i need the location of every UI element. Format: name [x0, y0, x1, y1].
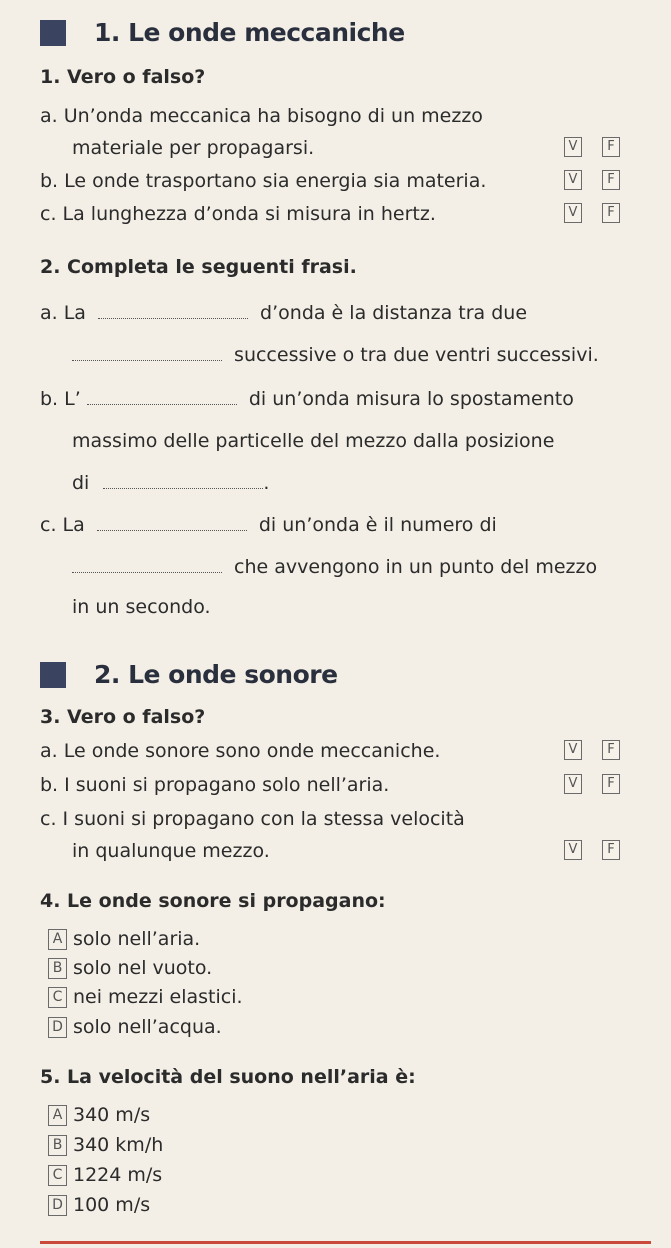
fill-text: a. La — [40, 302, 86, 324]
fill-text: d’onda è la distanza tra due — [260, 302, 528, 324]
option-d[interactable] — [48, 1194, 150, 1216]
fill-line — [72, 344, 599, 366]
fill-line — [40, 388, 574, 410]
fill-blank[interactable] — [72, 558, 222, 573]
fill-text: b. L’ — [40, 388, 81, 410]
item-line: b. Le onde trasportano sia energia sia materia. — [40, 170, 487, 192]
option-text: 100 m/s — [73, 1194, 151, 1216]
fill-blank[interactable] — [103, 474, 263, 489]
fill-line: massimo delle particelle del mezzo dalla posizione — [72, 430, 555, 452]
option-letter: D — [48, 1017, 67, 1038]
item-line: a. Un’onda meccanica ha bisogno di un mezzo — [40, 105, 483, 127]
fill-blank[interactable] — [72, 346, 222, 361]
fill-line — [72, 556, 597, 578]
item-line: c. La lunghezza d’onda si misura in hertz. — [40, 203, 436, 225]
fill-line — [40, 302, 527, 324]
option-b[interactable] — [48, 1134, 163, 1156]
item-line: materiale per propagarsi. — [72, 137, 315, 159]
fill-text: c. La — [40, 514, 85, 536]
option-a[interactable] — [48, 928, 200, 950]
question-title: 4. Le onde sonore si propagano: — [40, 890, 386, 912]
option-b[interactable] — [48, 957, 212, 979]
false-box[interactable]: F — [602, 170, 620, 190]
true-box[interactable]: V — [564, 170, 582, 190]
section-title-2 — [40, 660, 338, 689]
fill-line: in un secondo. — [72, 596, 211, 618]
true-false-boxes — [564, 170, 620, 190]
true-false-boxes — [564, 774, 620, 794]
question-title: 2. Completa le seguenti frasi. — [40, 256, 357, 278]
fill-line — [40, 514, 497, 536]
section-square-icon — [40, 20, 66, 46]
option-c[interactable] — [48, 986, 243, 1008]
section-title-1 — [40, 18, 405, 47]
option-text: solo nell’aria. — [73, 928, 201, 950]
false-box[interactable]: F — [602, 740, 620, 760]
option-text: solo nell’acqua. — [73, 1016, 222, 1038]
fill-blank[interactable] — [97, 516, 247, 531]
fill-text: . — [263, 472, 270, 494]
true-box[interactable]: V — [564, 137, 582, 157]
fill-blank[interactable] — [87, 390, 237, 405]
true-false-boxes — [564, 137, 620, 157]
option-c[interactable] — [48, 1164, 162, 1186]
option-text: nei mezzi elastici. — [73, 986, 243, 1008]
question-title: 5. La velocità del suono nell’aria è: — [40, 1066, 416, 1088]
option-letter: B — [48, 958, 67, 979]
question-title: 3. Vero o falso? — [40, 706, 206, 728]
false-box[interactable]: F — [602, 774, 620, 794]
option-a[interactable] — [48, 1104, 150, 1126]
bottom-divider — [40, 1241, 651, 1244]
true-false-boxes — [564, 740, 620, 760]
fill-text: di un’onda è il numero di — [258, 514, 497, 536]
fill-line — [72, 472, 269, 494]
fill-text: di — [72, 472, 90, 494]
option-letter: C — [48, 1165, 67, 1186]
false-box[interactable]: F — [602, 840, 620, 860]
fill-text: di un’onda misura lo spostamento — [248, 388, 574, 410]
option-letter: A — [48, 1105, 67, 1126]
item-line: c. I suoni si propagano con la stessa velocità — [40, 808, 465, 830]
fill-blank[interactable] — [98, 304, 248, 319]
section-title-text: 1. Le onde meccaniche — [94, 18, 405, 47]
option-letter: B — [48, 1135, 67, 1156]
true-box[interactable]: V — [564, 203, 582, 223]
question-title: 1. Vero o falso? — [40, 66, 206, 88]
true-false-boxes — [564, 203, 620, 223]
option-text: 340 km/h — [73, 1134, 164, 1156]
option-text: 340 m/s — [73, 1104, 151, 1126]
item-line: a. Le onde sonore sono onde meccaniche. — [40, 740, 441, 762]
option-letter: A — [48, 929, 67, 950]
false-box[interactable]: F — [602, 137, 620, 157]
section-square-icon — [40, 662, 66, 688]
option-text: solo nel vuoto. — [73, 957, 213, 979]
option-text: 1224 m/s — [73, 1164, 163, 1186]
item-line: in qualunque mezzo. — [72, 840, 270, 862]
true-box[interactable]: V — [564, 840, 582, 860]
fill-text: che avvengono in un punto del mezzo — [234, 556, 598, 578]
option-letter: C — [48, 987, 67, 1008]
fill-text: successive o tra due ventri successivi. — [234, 344, 599, 366]
true-box[interactable]: V — [564, 774, 582, 794]
true-false-boxes — [564, 840, 620, 860]
option-letter: D — [48, 1195, 67, 1216]
option-d[interactable] — [48, 1016, 222, 1038]
item-line: b. I suoni si propagano solo nell’aria. — [40, 774, 390, 796]
section-title-text: 2. Le onde sonore — [94, 660, 338, 689]
false-box[interactable]: F — [602, 203, 620, 223]
true-box[interactable]: V — [564, 740, 582, 760]
